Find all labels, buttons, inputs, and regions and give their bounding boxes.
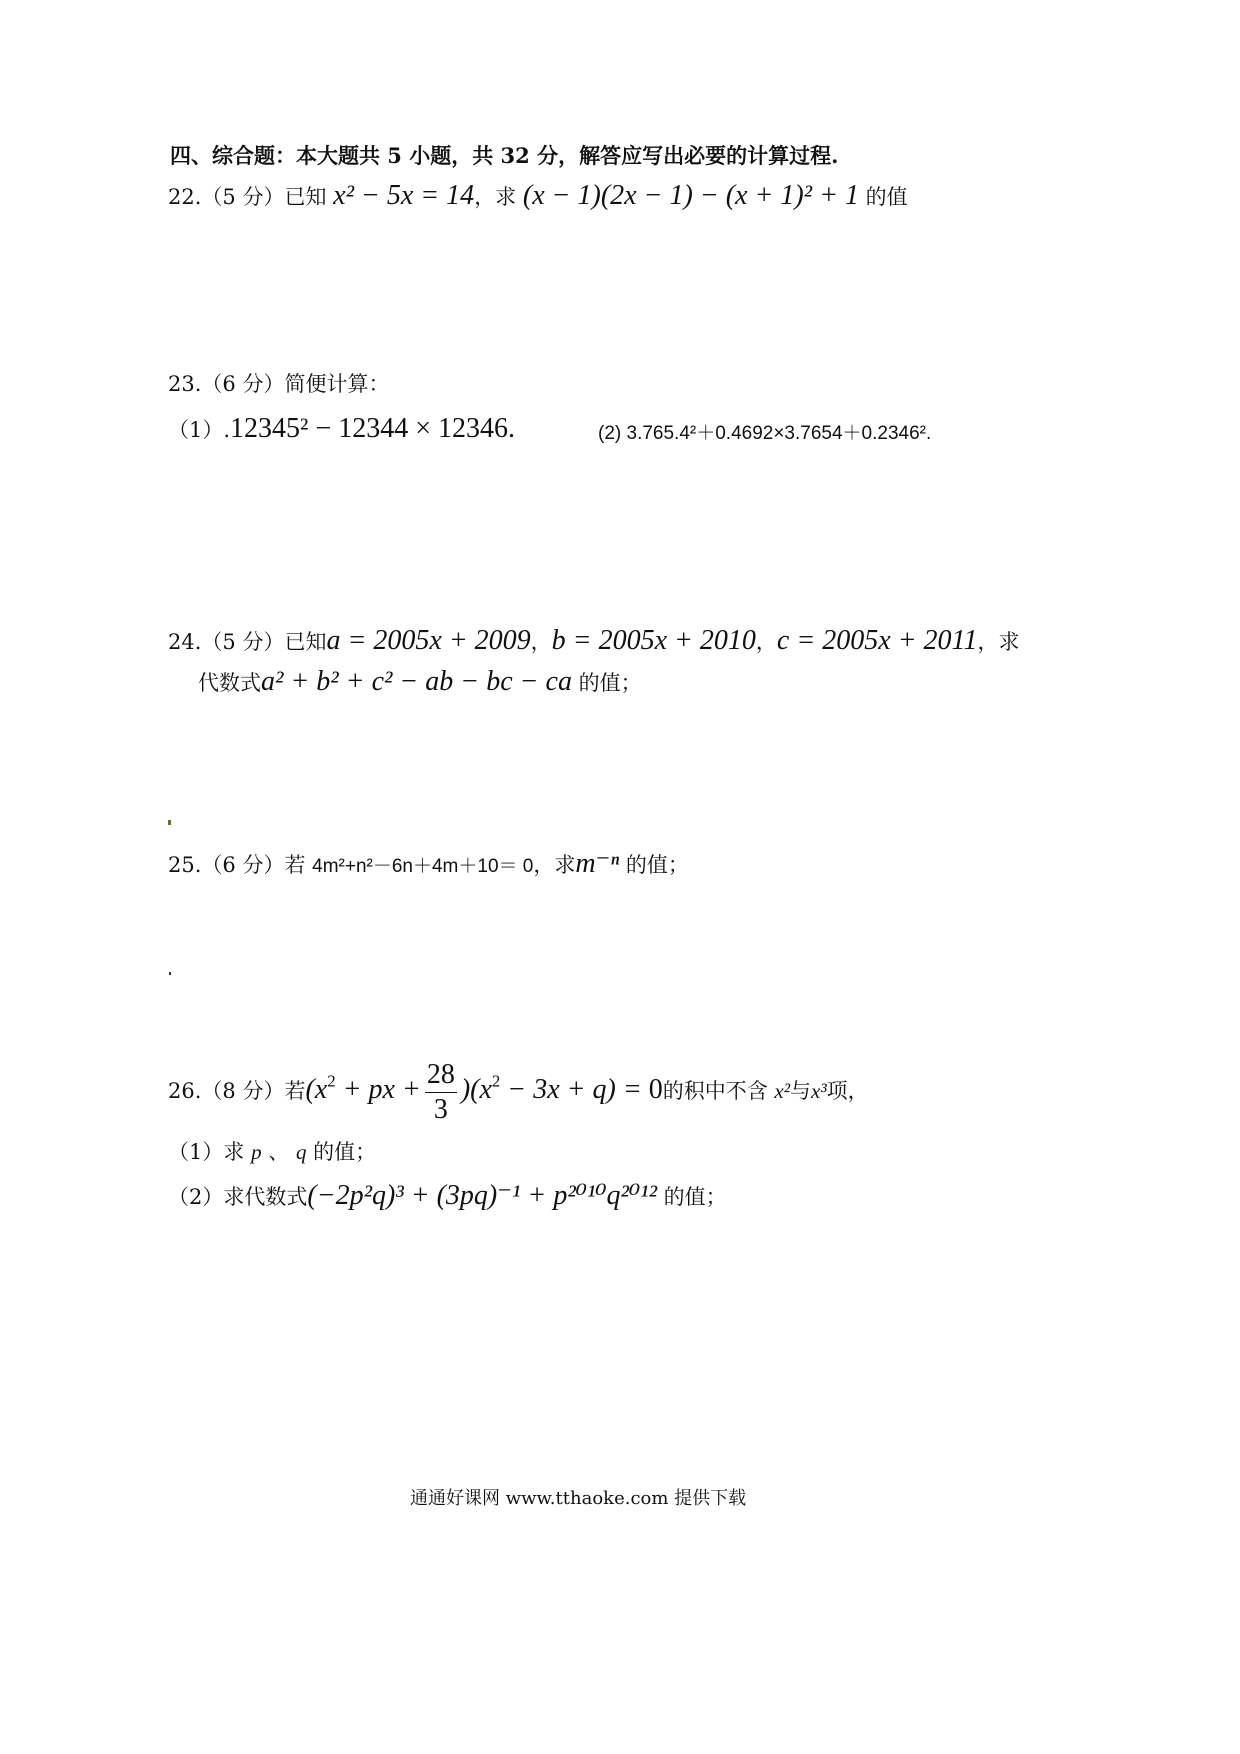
q23-part-1-label: （1）.	[168, 418, 231, 442]
question-23	[168, 368, 389, 398]
q23-number: 23.	[168, 372, 202, 396]
q24-given: 已知	[284, 630, 327, 654]
q22-expression: (x − 1)(2x − 1) − (x + 1)² + 1	[522, 180, 859, 211]
q24-line2-prefix: 代数式	[198, 671, 261, 695]
page-footer: 通通好课网 www.tthaoke.com 提供下载	[410, 1488, 747, 1509]
q25-ask: ，求	[533, 853, 576, 877]
q24-score: （5 分）	[201, 630, 285, 654]
q26-tail: 的积中不含	[662, 1079, 768, 1103]
q25-if: 若	[284, 853, 306, 877]
q24-number: 24.	[168, 630, 202, 654]
q22-tail: 的值	[865, 185, 908, 209]
q22-separator: ，求	[474, 185, 517, 209]
q26-expression-left: ($x^2$ + px +	[305, 1071, 421, 1105]
q26-part-2	[168, 1178, 727, 1212]
q23-part-1-expression: 12345² − 12344 × 12346	[230, 413, 509, 444]
q23-part-2: (2) 3.765.4²＋0.4692×3.7654＋0.2346².	[598, 423, 932, 444]
q25-number: 25.	[168, 853, 202, 877]
q25-tail: 的值；	[625, 853, 689, 877]
q26-expression-right: )$(x^2 - 3x + q) = 0$	[460, 1071, 663, 1105]
q26-part-2-expression: (−2p²q)³ + (3pq)⁻¹ + p²⁰¹⁰q²⁰¹²	[307, 1180, 657, 1211]
q26-part-1-sep: 、	[268, 1140, 290, 1164]
q24-c-expression: c = 2005x + 2011	[776, 625, 978, 656]
stray-dot	[169, 972, 171, 975]
stray-mark	[168, 820, 171, 825]
question-25	[168, 846, 689, 880]
q22-given: 已知	[284, 185, 327, 209]
q22-score: （5 分）	[201, 185, 285, 209]
q22-given-expression: x² − 5x = 14	[333, 180, 475, 211]
q26-part-1	[168, 1136, 376, 1166]
q23-text: 简便计算：	[284, 372, 390, 396]
question-26	[168, 1058, 869, 1127]
q23-part-1: （1）.12345² − 12344 × 12346.	[168, 413, 516, 444]
q26-if: 若	[284, 1079, 306, 1103]
section-heading: 四、综合题：本大题共 5 小题，共 32 分，解答应写出必要的计算过程.	[170, 143, 839, 168]
question-24: 24.（5 分）已知a = 2005x + 2009，b = 2005x + 2010，c = 2005x + 2011，求	[168, 625, 1020, 656]
q26-part-1-label: （1）求	[168, 1140, 245, 1164]
q23-score: （6 分）	[201, 372, 285, 396]
question-22	[168, 180, 908, 212]
q26-part-1-p: p	[251, 1140, 262, 1164]
q24-a-expression: a = 2005x + 2009	[326, 625, 531, 656]
q24-expression: a² + b² + c² − ab − bc − ca	[261, 666, 572, 697]
q24-b-expression: b = 2005x + 2010	[551, 625, 756, 656]
q24-tail: 的值；	[578, 671, 642, 695]
q26-part-1-q: q	[295, 1140, 307, 1164]
q26-part-1-tail: 的值；	[313, 1140, 377, 1164]
q24-ask: 求	[998, 630, 1020, 654]
q26-score: （8 分）	[201, 1079, 285, 1103]
q26-fraction	[425, 1058, 457, 1127]
q26-x2: x²	[774, 1079, 791, 1103]
q25-expression: m⁻ⁿ	[575, 848, 620, 879]
q26-fraction-numerator: 28	[425, 1058, 457, 1093]
q26-and: 与	[790, 1079, 812, 1103]
q25-score: （6 分）	[201, 853, 285, 877]
q25-condition: 4m²+n²－6n＋4m＋10＝ 0	[312, 856, 534, 877]
q26-part-2-label: （2）求代数式	[168, 1185, 308, 1209]
q22-number: 22.	[168, 185, 202, 209]
q26-fraction-denominator: 3	[433, 1094, 448, 1125]
q26-item: 项，	[826, 1079, 869, 1103]
q24-line-2	[198, 666, 642, 698]
q26-x3: x³	[811, 1079, 827, 1103]
q26-number: 26.	[168, 1079, 202, 1103]
q26-part-2-tail: 的值；	[663, 1185, 727, 1209]
